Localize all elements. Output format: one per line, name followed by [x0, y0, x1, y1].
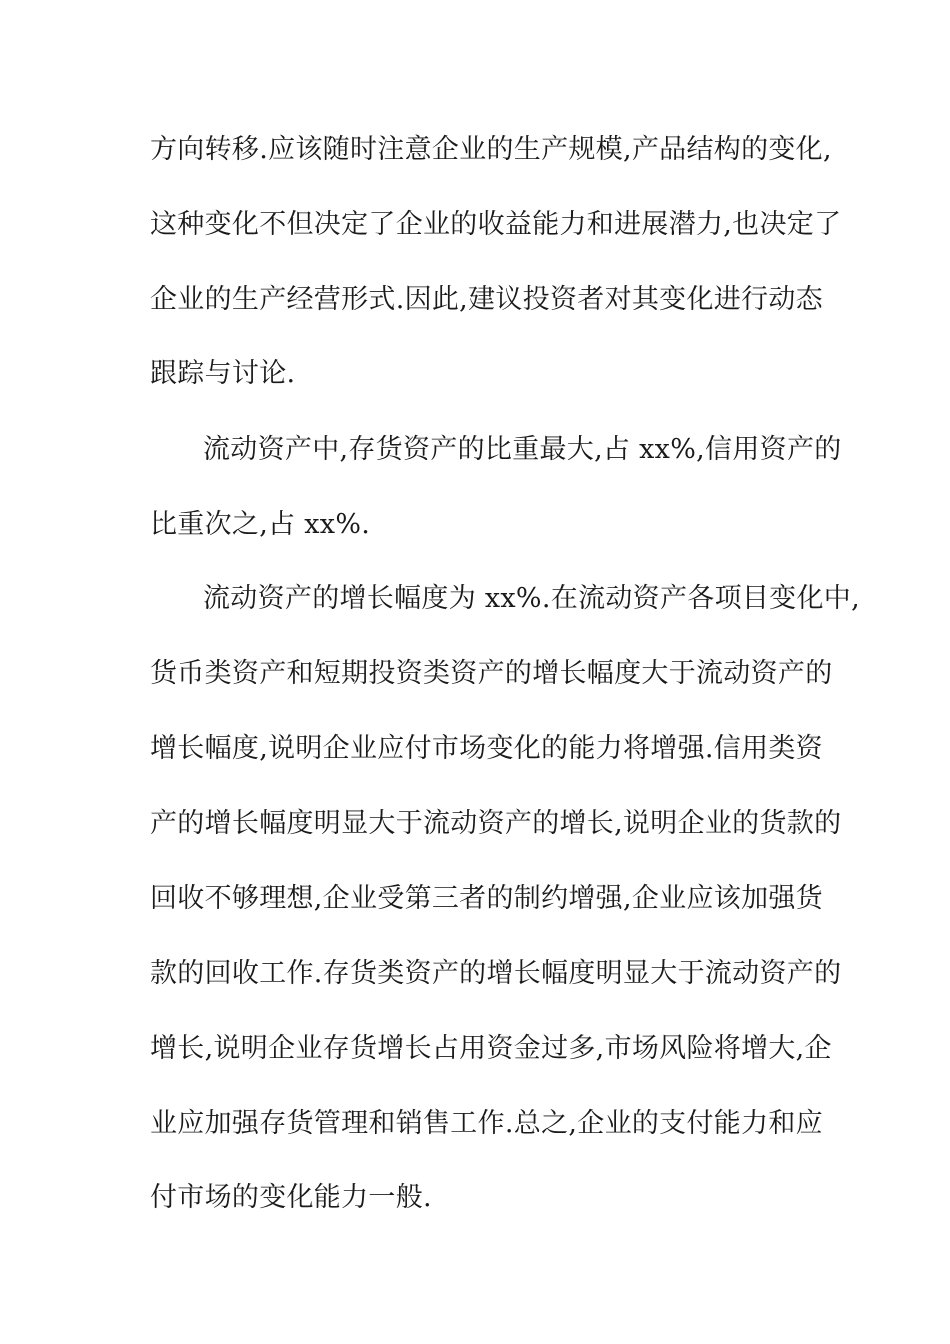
text-line: 业应加强存货管理和销售工作.总之,企业的支付能力和应 — [150, 1108, 823, 1139]
text-line: 款的回收工作.存货类资产的增长幅度明显大于流动资产的 — [150, 958, 842, 989]
text-line: 企业的生产经营形式.因此,建议投资者对其变化进行动态 — [150, 284, 823, 315]
text-line: 跟踪与讨论. — [150, 358, 296, 389]
text-line: 增长幅度,说明企业应付市场变化的能力将增强.信用类资 — [150, 733, 823, 764]
text-line: 货币类资产和短期投资类资产的增长幅度大于流动资产的 — [150, 658, 833, 689]
text-line: 产的增长幅度明显大于流动资产的增长,说明企业的货款的 — [150, 808, 842, 839]
text-line: 付市场的变化能力一般. — [150, 1182, 432, 1213]
text-line: 增长,说明企业存货增长占用资金过多,市场风险将增大,企 — [150, 1033, 832, 1064]
paragraph-first-line: 流动资产中,存货资产的比重最大,占 xx%,信用资产的 — [203, 434, 842, 465]
text-line: 比重次之,占 xx%. — [150, 509, 371, 540]
text-line: 回收不够理想,企业受第三者的制约增强,企业应该加强货 — [150, 883, 823, 914]
text-line: 方向转移.应该随时注意企业的生产规模,产品结构的变化, — [150, 134, 832, 165]
text-line: 这种变化不但决定了企业的收益能力和进展潜力,也决定了 — [150, 209, 842, 240]
paragraph-first-line: 流动资产的增长幅度为 xx%.在流动资产各项目变化中, — [203, 583, 860, 614]
